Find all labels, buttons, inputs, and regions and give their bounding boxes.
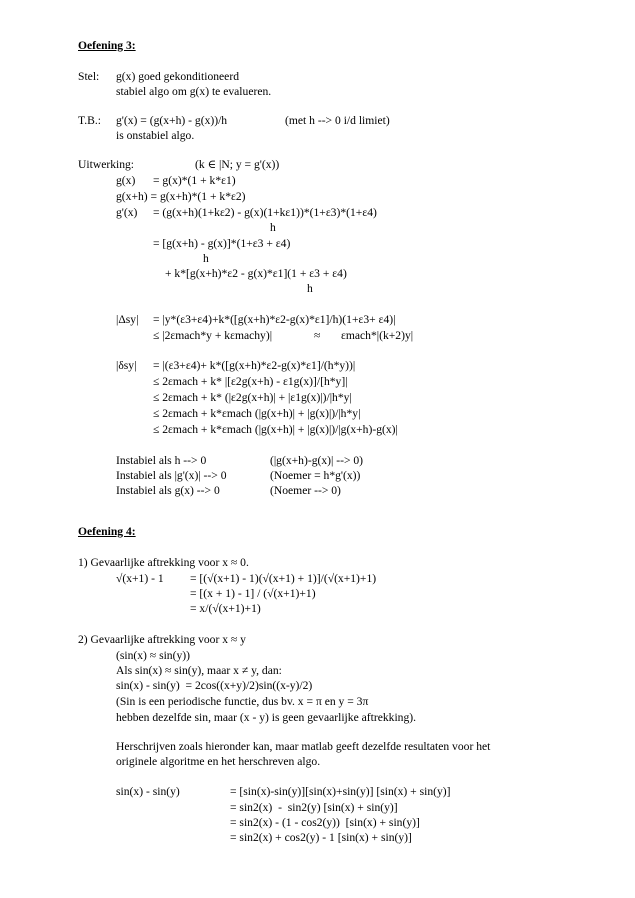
abs-error-lhs: |Δsy| [116,313,139,326]
prove-line-1: g'(x) = (g(x+h) - g(x))/h [116,114,228,127]
rel-error-line-5: ≤ 2εmach + k*εmach (|g(x+h)| + |g(x)|)/|g(x+h)-g(x)| [153,423,398,436]
derivation-3-lhs: g'(x) [116,206,138,219]
part2-line-7: originele algoritme en het herschreven algo. [116,755,321,768]
abs-error-approx: ≈ [314,329,321,342]
part2-line-3: sin(x) - sin(y) = 2cos((x+y)/2)sin((x-y)/2) [116,679,313,692]
given-line-1: g(x) goed gekonditioneerd [116,70,239,83]
part2-line-2: Als sin(x) ≈ sin(y), maar x ≠ y, dan: [116,664,282,677]
part2-line-4: (Sin is een periodische functie, dus bv. x = π en y = 3π [116,695,369,708]
abs-error-line-1: = |y*(ε3+ε4)+k*([g(x+h)*ε2-g(x)*ε1]/h)(1+ε3+ ε4)| [153,313,396,326]
exercise4-heading: Oefening 4: [78,525,136,538]
part1-rhs-3: = x/(√(x+1)+1) [190,602,261,615]
abs-error-line-2: ≤ |2εmach*y + kεmachy)| [153,329,273,342]
unstable-case-1: Instabiel als h --> 0 [116,454,207,467]
rel-error-line-2: ≤ 2εmach + k* |[ε2g(x+h) - ε1g(x)]/[h*y]| [153,375,348,388]
derivation-1-rhs: = g(x)*(1 + k*ε1) [153,174,236,187]
derivation-4-denominator: h [203,252,209,265]
sin-rhs-3: = sin2(x) - (1 - cos2(y)) [sin(x) + sin(y)] [230,816,420,829]
part1-title: 1) Gevaarlijke aftrekking voor x ≈ 0. [78,556,249,569]
part2-line-5: hebben dezelfde sin, maar (x - y) is geen gevaarlijke aftrekking). [116,711,417,724]
given-line-2: stabiel algo om g(x) te evalueren. [116,85,272,98]
part1-rhs-2: = [(x + 1) - 1] / (√(x+1)+1) [190,587,316,600]
part2-title: 2) Gevaarlijke aftrekking voor x ≈ y [78,633,246,646]
given-label: Stel: [78,70,100,83]
part2-line-6: Herschrijven zoals hieronder kan, maar matlab geeft dezelfde resultaten voor het [116,740,491,753]
sin-rhs-4: = sin2(x) + cos2(y) - 1 [sin(x) + sin(y)] [230,831,412,844]
unstable-case-2: Instabiel als |g'(x)| --> 0 [116,469,227,482]
rel-error-lhs: |δsy| [116,359,137,372]
derivation-3-rhs: = (g(x+h)(1+kε2) - g(x)(1+kε1))*(1+ε3)*(1+ε4) [153,206,377,219]
part1-lhs: √(x+1) - 1 [116,572,164,585]
derivation-2: g(x+h) = g(x+h)*(1 + k*ε2) [116,190,246,203]
unstable-case-3: Instabiel als g(x) --> 0 [116,484,220,497]
sin-rhs-1: = [sin(x)-sin(y)][sin(x)+sin(y)] [sin(x) + sin(y)] [230,785,451,798]
prove-line-2: is onstabiel algo. [116,129,195,142]
rel-error-line-3: ≤ 2εmach + k* (|ε2g(x+h)| + |ε1g(x)|)/|h*y| [153,391,352,404]
rel-error-line-1: = |(ε3+ε4)+ k*([g(x+h)*ε2-g(x)*ε1]/(h*y))| [153,359,356,372]
exercise3-heading: Oefening 3: [78,39,136,52]
unstable-case-1-note: (|g(x+h)-g(x)| --> 0) [270,454,364,467]
part1-rhs-1: = [(√(x+1) - 1)(√(x+1) + 1)]/(√(x+1)+1) [190,572,377,585]
rel-error-line-4: ≤ 2εmach + k*εmach (|g(x+h)| + |g(x)|)/|h*y| [153,407,361,420]
unstable-case-2-note: (Noemer = h*g'(x)) [270,469,361,482]
prove-note: (met h --> 0 i/d limiet) [285,114,390,127]
derivation-5: + k*[g(x+h)*ε2 - g(x)*ε1](1 + ε3 + ε4) [165,267,347,280]
derivation-3-denominator: h [270,221,276,234]
abs-error-right: εmach*|(k+2)y| [341,329,414,342]
sin-rhs-2: = sin2(x) - sin2(y) [sin(x) + sin(y)] [230,801,398,814]
derivation-1-lhs: g(x) [116,174,136,187]
derivation-5-denominator: h [307,282,313,295]
sin-lhs: sin(x) - sin(y) [116,785,180,798]
work-label: Uitwerking: [78,158,135,171]
work-condition: (k ∈ |N; y = g'(x)) [195,158,280,171]
derivation-4: = [g(x+h) - g(x)]*(1+ε3 + ε4) [153,237,291,250]
part2-line-1: (sin(x) ≈ sin(y)) [116,649,190,662]
unstable-case-3-note: (Noemer --> 0) [270,484,341,497]
prove-label: T.B.: [78,114,101,127]
